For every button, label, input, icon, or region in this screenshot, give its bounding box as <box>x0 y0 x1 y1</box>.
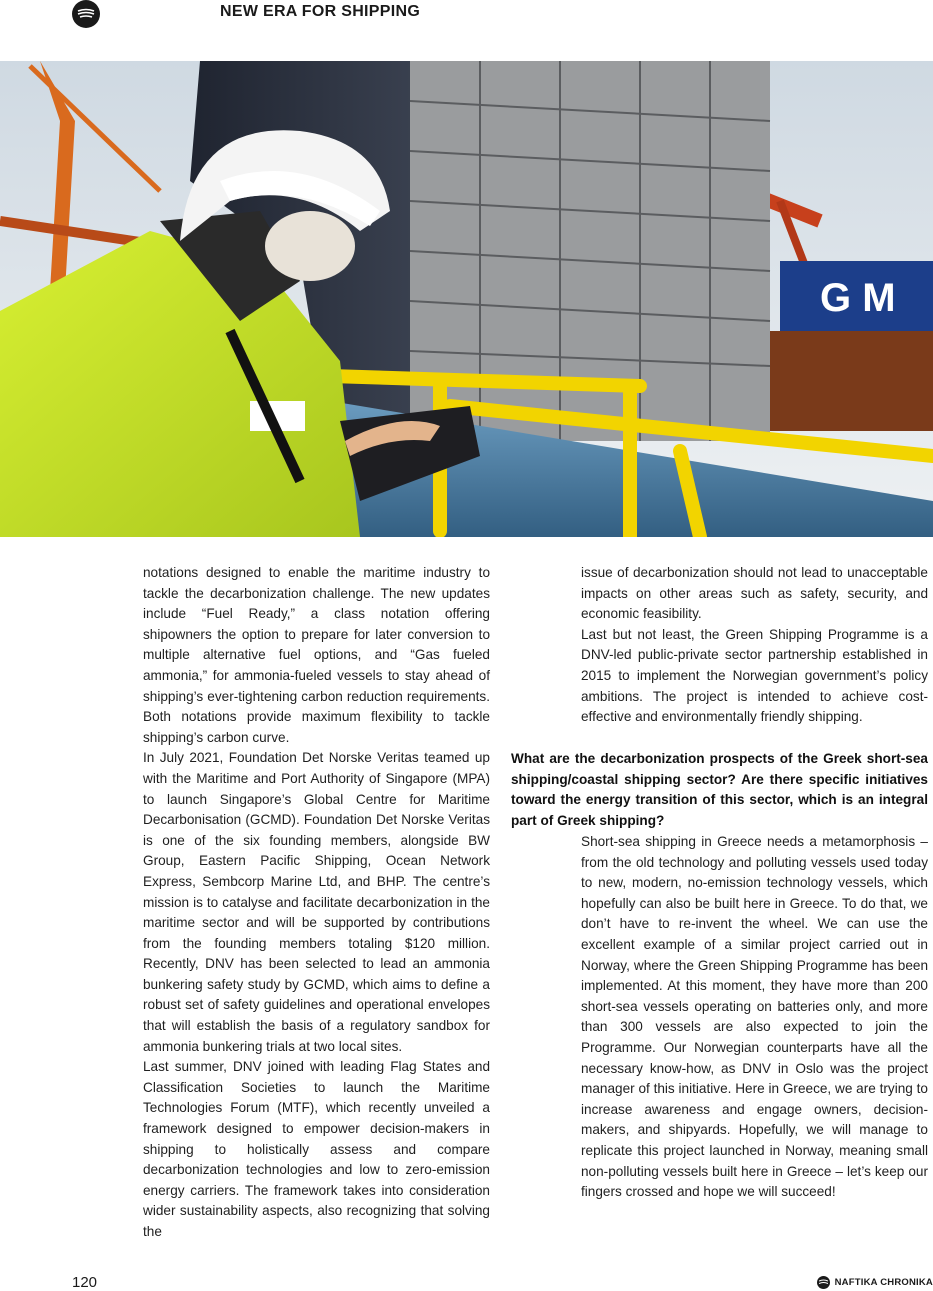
brand-name: NAFTIKA CHRONIKA <box>834 1277 933 1288</box>
interview-answer <box>581 832 928 1203</box>
section-title: NEW ERA FOR SHIPPING <box>220 3 421 20</box>
left-column <box>143 563 490 1243</box>
interview-question: What are the decarbonization prospects of the Greek short-sea shipping/coastal shipping sector? Are there specific initiatives toward the energy transition of this sector, which is an integral part of Greek shipping? <box>511 751 928 828</box>
footer-brand <box>817 1276 933 1289</box>
brand-logo-icon <box>817 1276 830 1289</box>
hero-image <box>0 61 933 537</box>
svg-text:G M: G M <box>820 276 896 320</box>
photo-shipyard-inspector <box>0 61 933 537</box>
right-paragraph: issue of decarbonization should not lead to unacceptable impacts on other areas such as safety, security, and economic feasibility. <box>581 565 928 622</box>
page-number: 120 <box>72 1274 98 1291</box>
magazine-logo-icon <box>72 0 100 28</box>
left-paragraph: notations designed to enable the maritime industry to tackle the decarbonization challenge. The new updates include “Fuel Ready,” a class notation offering shipowners the option to prepare for later conversion to multiple alternative fuel options, and “Gas fueled ammonia,” for ammonia-fueled vessels to stay ahead of shipping’s ever-tightening carbon reduction requirements. Both notations provide maximum flexibility to tackle shipping’s carbon curve. <box>143 565 490 745</box>
answer-paragraph: Short-sea shipping in Greece needs a metamorphosis – from the old technology and polluting vessels used today to new, modern, no-emission technology vessels, which hopefully can also be built here in Greece. To do that, we don’t have to re-invent the wheel. We can use the excellent example of a similar project carried out in Norway, where the Green Shipping Programme has been implemented. At this moment, they have more than 200 short-sea vessels operating on batteries only, and more than 300 vessels are also expected to join the Programme. Our Norwegian counterparts have all the necessary know-how, as DNV in Oslo was the project manager of this initiative. Here in Greece, we are trying to increase awareness and engage owners, decision-makers, and shipyards. Hopefully, we will manage to replicate this project launched in Norway, meaning small non-polluting vessels built here in Greece – let’s keep our fingers crossed and hope we will succeed! <box>581 834 928 1200</box>
right-column-top <box>581 563 928 728</box>
right-paragraph: Last but not least, the Green Shipping Programme is a DNV-led public-private sector partnership established in 2015 to implement the Norwegian government’s policy ambitions. The project is intended to achieve cost-effective and environmentally friendly shipping. <box>581 626 928 725</box>
left-paragraph: In July 2021, Foundation Det Norske Veritas teamed up with the Maritime and Port Authority of Singapore (MPA) to launch Singapore’s Global Centre for Maritime Decarbonisation (GCMD). Foundation Det Norske Veritas is one of the six founding members, alongside BW Group, Eastern Pacific Shipping, Ocean Network Express, Sembcorp Marine Ltd, and BHP. The centre’s mission is to catalyse and facilitate decarbonization in the maritime sector and will be supported by contributions from the founding members totaling $120 million. Recently, DNV has been selected to lead an ammonia bunkering safety study by GCMD, which aims to define a robust set of safety guidelines and operational envelopes that will establish the basis of a regulatory sandbox for ammonia bunkering trials at two local sites. <box>143 750 490 1054</box>
left-paragraph: Last summer, DNV joined with leading Flag States and Classification Societies to launch the Maritime Technologies Forum (MTF), which recently unveiled a framework designed to empower decision-makers in shipping to holistically assess and compare decarbonization technologies and low to zero-emission energy carriers. The framework takes into consideration wider sustainability aspects, also recognizing that solving the <box>143 1059 490 1239</box>
